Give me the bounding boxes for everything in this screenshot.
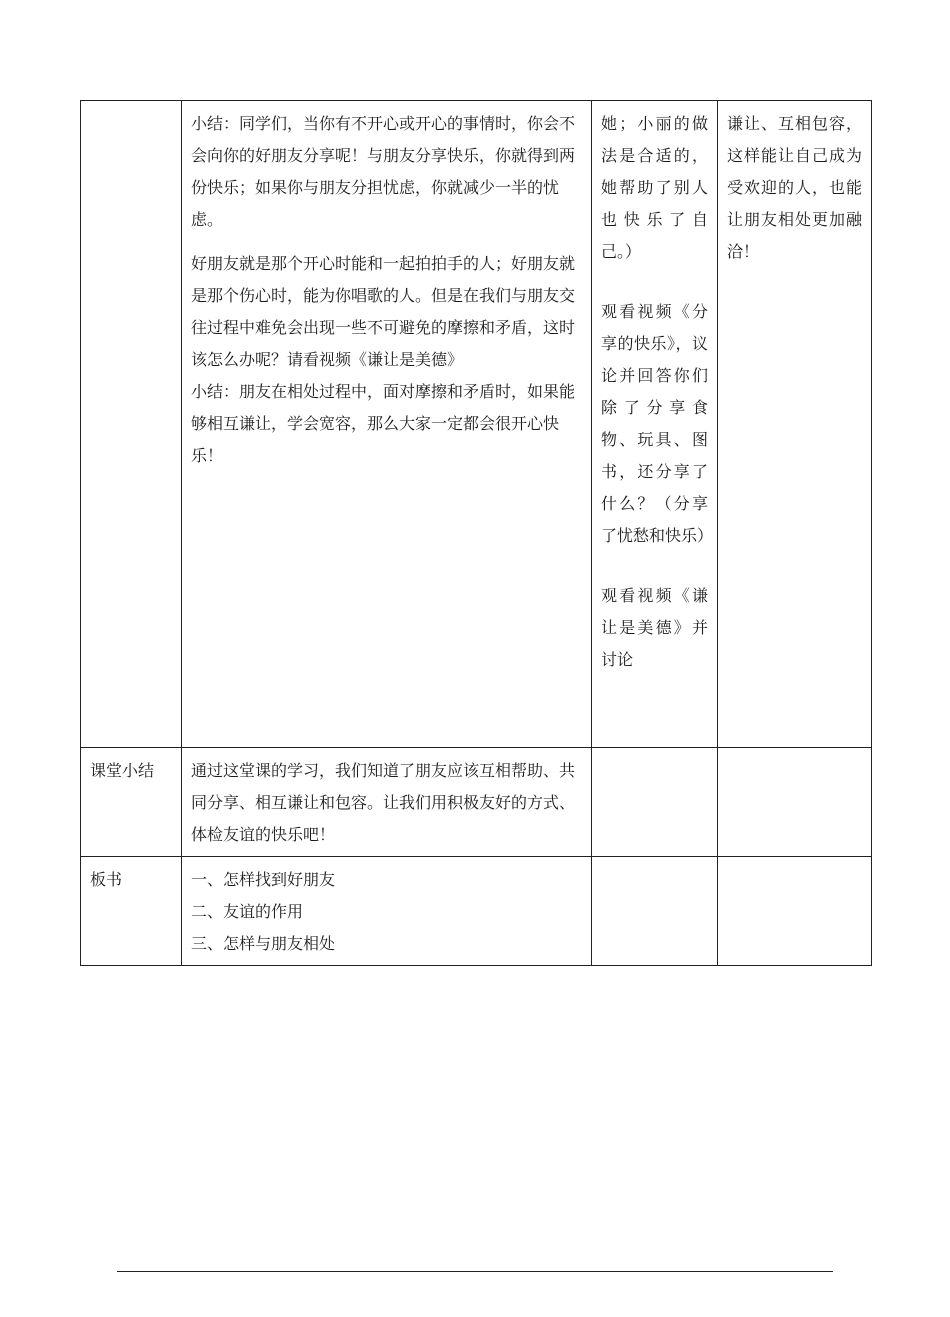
cell-student-activity [592, 101, 718, 748]
table-row-class-summary [81, 748, 872, 857]
cell-blackboard-empty-1 [592, 857, 718, 966]
blackboard-item: 二、友谊的作用 [191, 902, 304, 921]
friend-conflict-paragraph: 好朋友就是那个开心时能和一起拍拍手的人；好朋友就是那个伤心时，能为你唱歌的人。但是在我们与朋友交往过程中难免会出现一些不可避免的摩擦和矛盾，这时该怎么办呢？请看视频《谦让是美德》 [191, 254, 576, 369]
cell-class-summary-label: 课堂小结 [81, 748, 182, 857]
cell-blackboard-empty-2 [718, 857, 872, 966]
student-answer-paragraph: 她；小丽的做法是合适的，她帮助了别人也快乐了自己。） [601, 114, 708, 261]
watch-video-modesty-paragraph: 观看视频《谦让是美德》并讨论 [601, 586, 708, 669]
design-intent-paragraph: 谦让、互相包容，这样能让自己成为受欢迎的人，也能让朋友相处更加融洽！ [727, 114, 862, 261]
blackboard-item: 一、怎样找到好朋友 [191, 870, 336, 889]
summary-modesty-paragraph: 小结：朋友在相处过程中，面对摩擦和矛盾时，如果能够相互谦让，学会宽容，那么大家一定都会很开心快乐！ [191, 382, 576, 465]
footer-divider [117, 1271, 833, 1272]
cell-blackboard-label: 板书 [81, 857, 182, 966]
summary-share-paragraph: 小结：同学们，当你有不开心或开心的事情时，你会不会向你的好朋友分享呢！与朋友分享快乐，你就得到两份快乐；如果你与朋友分担忧虑，你就减少一半的忧虑。 [191, 114, 576, 229]
table-row-activity [81, 101, 872, 748]
cell-design-intent [718, 101, 872, 748]
cell-stage-empty [81, 101, 182, 748]
cell-teacher-activity [182, 101, 592, 748]
cell-class-summary-empty-1 [592, 748, 718, 857]
lesson-plan-table [80, 100, 872, 966]
cell-blackboard-content [182, 857, 592, 966]
blackboard-item: 三、怎样与朋友相处 [191, 934, 336, 953]
cell-class-summary-empty-2 [718, 748, 872, 857]
watch-video-share-paragraph: 观看视频《分享的快乐》，议论并回答你们除了分享食物、玩具、图书，还分享了什么？（分享了忧愁和快乐） [601, 302, 714, 545]
cell-class-summary-content: 通过这堂课的学习，我们知道了朋友应该互相帮助、共同分享、相互谦让和包容。让我们用积极友好的方式、体检友谊的快乐吧！ [182, 748, 592, 857]
table-row-blackboard [81, 857, 872, 966]
